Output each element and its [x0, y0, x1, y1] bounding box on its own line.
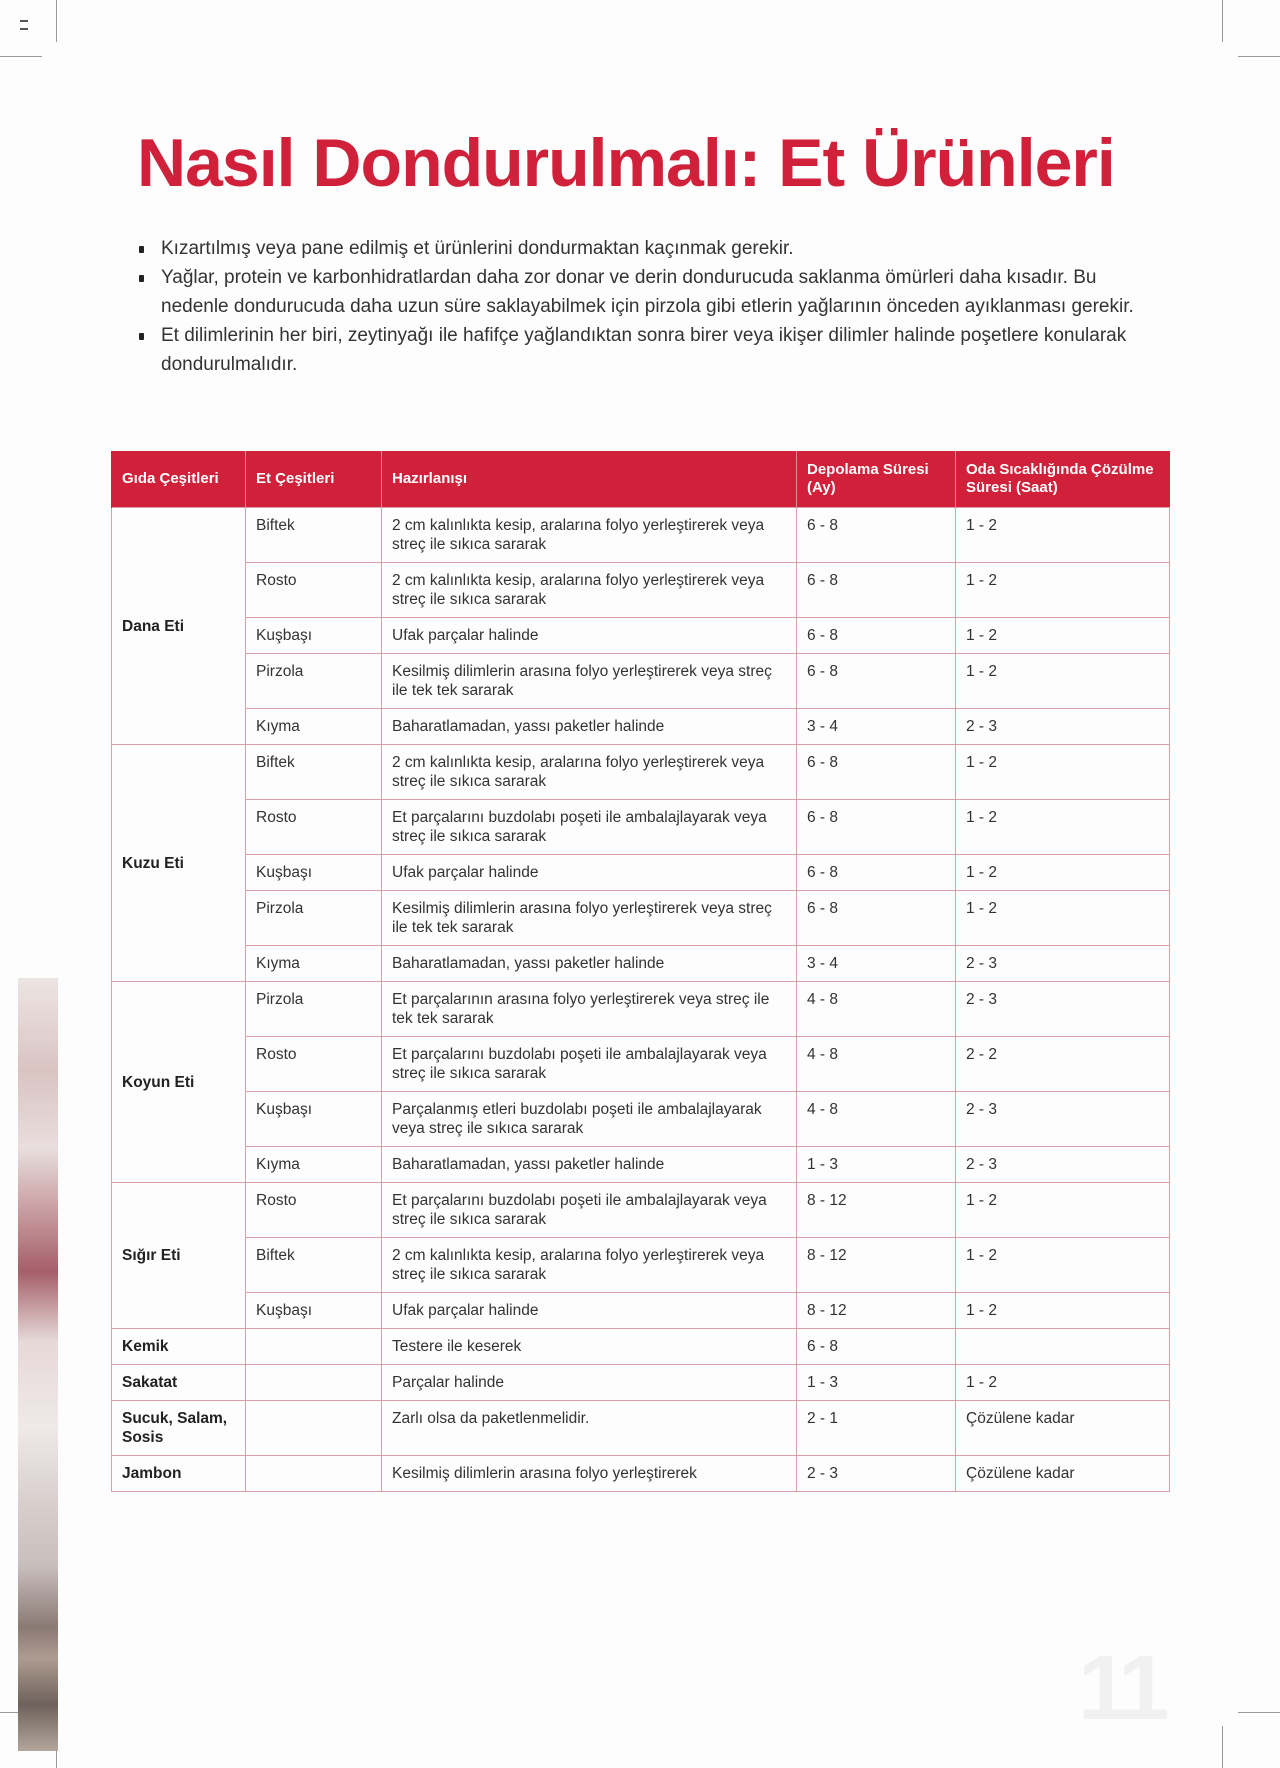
cell-meat-type: Kuşbaşı: [246, 1293, 382, 1329]
cell-preparation: Et parçalarını buzdolabı poşeti ile ambalajlayarak veya streç ile sıkıca sararak: [382, 1183, 797, 1238]
cell-food-type: Dana Eti: [112, 508, 246, 745]
cell-storage: 4 - 8: [797, 982, 956, 1037]
freezing-table: [111, 451, 1170, 1492]
crop-mark: [1238, 1712, 1280, 1713]
cell-meat-type: [246, 1329, 382, 1365]
cell-thaw: 2 - 3: [956, 982, 1170, 1037]
table-row: [112, 1238, 1170, 1293]
cell-meat-type: Kuşbaşı: [246, 1092, 382, 1147]
registration-marker-icon: [20, 20, 28, 30]
cell-storage: 2 - 1: [797, 1401, 956, 1456]
cell-meat-type: Rosto: [246, 1037, 382, 1092]
cell-food-type: Sığır Eti: [112, 1183, 246, 1329]
bullet-list: [137, 234, 1137, 379]
cell-meat-type: [246, 1365, 382, 1401]
cell-storage: 6 - 8: [797, 1329, 956, 1365]
cell-preparation: Et parçalarını buzdolabı poşeti ile ambalajlayarak veya streç ile sıkıca sararak: [382, 1037, 797, 1092]
bullet-item: Yağlar, protein ve karbonhidratlardan daha zor donar ve derin dondurucuda saklanma ömürleri daha kısadır. Bu nedenle dondurucuda daha uzun süre saklayabilmek için pirzola gibi etlerin yağlarının önceden ayıklanması gerekir.: [137, 263, 1137, 321]
cell-preparation: Baharatlamadan, yassı paketler halinde: [382, 1147, 797, 1183]
table-row: [112, 946, 1170, 982]
cell-storage: 4 - 8: [797, 1037, 956, 1092]
table-row: [112, 891, 1170, 946]
cell-meat-type: Biftek: [246, 1238, 382, 1293]
cell-thaw: 1 - 2: [956, 1365, 1170, 1401]
table-header-row: [112, 451, 1170, 508]
cell-preparation: Ufak parçalar halinde: [382, 618, 797, 654]
cell-thaw: Çözülene kadar: [956, 1456, 1170, 1492]
crop-mark: [1238, 56, 1280, 57]
cell-thaw: 1 - 2: [956, 855, 1170, 891]
table-row: [112, 1147, 1170, 1183]
cell-thaw: 1 - 2: [956, 1183, 1170, 1238]
cell-food-type: Jambon: [112, 1456, 246, 1492]
cell-thaw: 1 - 2: [956, 563, 1170, 618]
header-meat-type: Et Çeşitleri: [246, 451, 382, 508]
cell-meat-type: Pirzola: [246, 982, 382, 1037]
cell-meat-type: [246, 1456, 382, 1492]
cell-preparation: Zarlı olsa da paketlenmelidir.: [382, 1401, 797, 1456]
table-row: [112, 982, 1170, 1037]
cell-meat-type: Kıyma: [246, 709, 382, 745]
cell-food-type: Kuzu Eti: [112, 745, 246, 982]
cell-storage: 6 - 8: [797, 855, 956, 891]
cell-storage: 2 - 3: [797, 1456, 956, 1492]
bullet-item: Kızartılmış veya pane edilmiş et ürünlerini dondurmaktan kaçınmak gerekir.: [137, 234, 1137, 263]
table-row: [112, 1092, 1170, 1147]
table-body: [112, 508, 1170, 1492]
meat-photo-strip: [18, 978, 58, 1751]
cell-storage: 8 - 12: [797, 1293, 956, 1329]
cell-storage: 6 - 8: [797, 745, 956, 800]
cell-meat-type: Kıyma: [246, 1147, 382, 1183]
cell-meat-type: Pirzola: [246, 891, 382, 946]
header-storage-duration: Depolama Süresi (Ay): [797, 451, 956, 508]
header-preparation: Hazırlanışı: [382, 451, 797, 508]
table-row: [112, 1401, 1170, 1456]
cell-meat-type: Kuşbaşı: [246, 618, 382, 654]
cell-storage: 6 - 8: [797, 563, 956, 618]
cell-thaw: 2 - 2: [956, 1037, 1170, 1092]
cell-preparation: Kesilmiş dilimlerin arasına folyo yerleştirerek veya streç ile tek tek sararak: [382, 891, 797, 946]
cell-storage: 6 - 8: [797, 618, 956, 654]
cell-storage: 6 - 8: [797, 800, 956, 855]
bullet-item: Et dilimlerinin her biri, zeytinyağı ile hafifçe yağlandıktan sonra birer veya ikişer dilimler halinde poşetlere konularak dondurulmalıdır.: [137, 321, 1137, 379]
table-row: [112, 1037, 1170, 1092]
cell-thaw: 2 - 3: [956, 946, 1170, 982]
cell-preparation: Parçalanmış etleri buzdolabı poşeti ile ambalajlayarak veya streç ile sıkıca sararak: [382, 1092, 797, 1147]
cell-preparation: 2 cm kalınlıkta kesip, aralarına folyo yerleştirerek veya streç ile sıkıca sararak: [382, 1238, 797, 1293]
cell-food-type: Koyun Eti: [112, 982, 246, 1183]
cell-preparation: 2 cm kalınlıkta kesip, aralarına folyo yerleştirerek veya streç ile sıkıca sararak: [382, 563, 797, 618]
cell-thaw: 2 - 3: [956, 709, 1170, 745]
page-title: Nasıl Dondurulmalı: Et Ürünleri: [137, 125, 1115, 201]
cell-thaw: Çözülene kadar: [956, 1401, 1170, 1456]
cell-preparation: Testere ile keserek: [382, 1329, 797, 1365]
cell-thaw: 1 - 2: [956, 745, 1170, 800]
cell-preparation: Baharatlamadan, yassı paketler halinde: [382, 709, 797, 745]
cell-storage: 3 - 4: [797, 946, 956, 982]
cell-thaw: 1 - 2: [956, 1293, 1170, 1329]
cell-meat-type: Pirzola: [246, 654, 382, 709]
table-row: [112, 1329, 1170, 1365]
cell-preparation: Baharatlamadan, yassı paketler halinde: [382, 946, 797, 982]
table-row: [112, 800, 1170, 855]
cell-preparation: Et parçalarının arasına folyo yerleştirerek veya streç ile tek tek sararak: [382, 982, 797, 1037]
page-number: 11: [1078, 1637, 1164, 1739]
cell-preparation: Ufak parçalar halinde: [382, 855, 797, 891]
cell-storage: 8 - 12: [797, 1183, 956, 1238]
cell-thaw: 1 - 2: [956, 800, 1170, 855]
table-row: [112, 1183, 1170, 1238]
cell-preparation: Kesilmiş dilimlerin arasına folyo yerleştirerek: [382, 1456, 797, 1492]
cell-food-type: Kemik: [112, 1329, 246, 1365]
cell-meat-type: Biftek: [246, 745, 382, 800]
cell-storage: 6 - 8: [797, 891, 956, 946]
table-row: [112, 709, 1170, 745]
cell-thaw: 1 - 2: [956, 654, 1170, 709]
cell-thaw: 1 - 2: [956, 1238, 1170, 1293]
table-row: [112, 508, 1170, 563]
cell-thaw: [956, 1329, 1170, 1365]
cell-storage: 8 - 12: [797, 1238, 956, 1293]
table-row: [112, 855, 1170, 891]
cell-preparation: Parçalar halinde: [382, 1365, 797, 1401]
cell-thaw: 2 - 3: [956, 1147, 1170, 1183]
cell-preparation: Et parçalarını buzdolabı poşeti ile ambalajlayarak veya streç ile sıkıca sararak: [382, 800, 797, 855]
table-row: [112, 1456, 1170, 1492]
crop-mark: [0, 56, 42, 57]
cell-storage: 3 - 4: [797, 709, 956, 745]
cell-meat-type: Rosto: [246, 800, 382, 855]
cell-thaw: 1 - 2: [956, 508, 1170, 563]
cell-preparation: Ufak parçalar halinde: [382, 1293, 797, 1329]
cell-preparation: Kesilmiş dilimlerin arasına folyo yerleştirerek veya streç ile tek tek sararak: [382, 654, 797, 709]
table-row: [112, 745, 1170, 800]
freezing-table-container: [111, 451, 1169, 1492]
cell-storage: 6 - 8: [797, 654, 956, 709]
table-row: [112, 1293, 1170, 1329]
cell-meat-type: [246, 1401, 382, 1456]
cell-meat-type: Rosto: [246, 563, 382, 618]
crop-mark: [56, 0, 57, 42]
cell-meat-type: Biftek: [246, 508, 382, 563]
header-thaw-duration: Oda Sıcaklığında Çözülme Süresi (Saat): [956, 451, 1170, 508]
cell-meat-type: Kuşbaşı: [246, 855, 382, 891]
cell-food-type: Sakatat: [112, 1365, 246, 1401]
cell-storage: 1 - 3: [797, 1147, 956, 1183]
table-row: [112, 1365, 1170, 1401]
table-row: [112, 618, 1170, 654]
cell-storage: 4 - 8: [797, 1092, 956, 1147]
crop-mark: [1222, 1726, 1223, 1768]
cell-preparation: 2 cm kalınlıkta kesip, aralarına folyo yerleştirerek veya streç ile sıkıca sararak: [382, 508, 797, 563]
cell-food-type: Sucuk, Salam, Sosis: [112, 1401, 246, 1456]
table-row: [112, 654, 1170, 709]
cell-storage: 6 - 8: [797, 508, 956, 563]
header-food-type: Gıda Çeşitleri: [112, 451, 246, 508]
cell-meat-type: Rosto: [246, 1183, 382, 1238]
cell-thaw: 1 - 2: [956, 618, 1170, 654]
crop-mark: [1222, 0, 1223, 42]
table-row: [112, 563, 1170, 618]
cell-storage: 1 - 3: [797, 1365, 956, 1401]
cell-thaw: 2 - 3: [956, 1092, 1170, 1147]
cell-meat-type: Kıyma: [246, 946, 382, 982]
cell-preparation: 2 cm kalınlıkta kesip, aralarına folyo yerleştirerek veya streç ile sıkıca sararak: [382, 745, 797, 800]
cell-thaw: 1 - 2: [956, 891, 1170, 946]
